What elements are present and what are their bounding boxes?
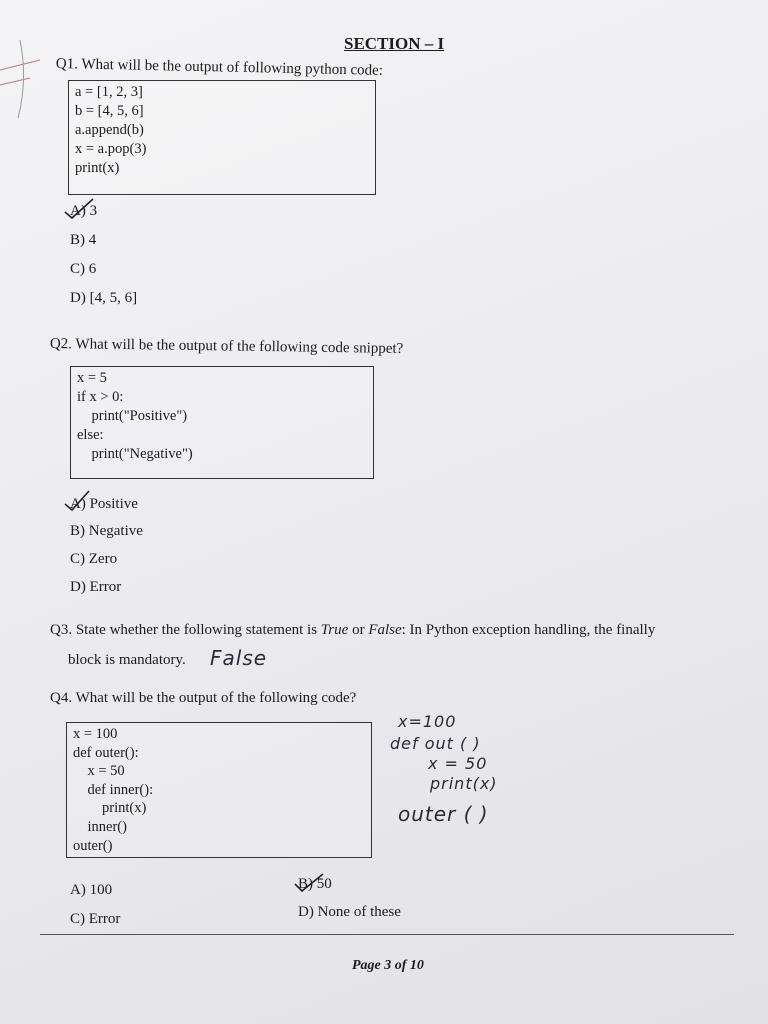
question-4 [50, 690, 356, 707]
option-letter: C) [70, 911, 85, 927]
code-line: print("Positive") [77, 408, 188, 424]
option-text: Positive [89, 496, 138, 512]
false-word: False [368, 622, 402, 638]
option-letter: B) [298, 876, 313, 892]
option-letter: C) [70, 261, 85, 277]
code-line: b = [4, 5, 6] [75, 103, 144, 119]
handwritten-note: print(x) [430, 774, 498, 793]
option-d [70, 579, 121, 596]
option-letter: B) [70, 232, 85, 248]
question-1 [56, 56, 383, 80]
question-text: What will be the output of following python code: [81, 56, 384, 79]
or-word: or [348, 622, 369, 638]
question-text-cont: : In Python exception handling, the finally [401, 622, 656, 638]
code-line: if x > 0: [77, 389, 124, 405]
page-number: Page 3 of 10 [352, 958, 424, 973]
option-a [70, 882, 112, 899]
option-c [70, 911, 120, 928]
question-3 [50, 622, 655, 639]
option-text: None of these [317, 904, 401, 920]
question-text: What will be the output of the following code snippet? [75, 336, 404, 357]
option-text: Error [88, 911, 121, 927]
code-line: print("Negative") [77, 446, 193, 462]
code-line: x = 5 [77, 370, 107, 386]
handwritten-note: x = 50 [428, 754, 488, 773]
question-label: Q1. [55, 56, 79, 73]
tick-mark-icon [62, 196, 96, 222]
section-title: SECTION – I [344, 34, 445, 53]
code-line: inner() [73, 818, 127, 835]
code-line: print(x) [75, 160, 120, 176]
handwritten-note: x=100 [398, 712, 457, 731]
question-label: Q4. [50, 690, 73, 706]
footer-divider [40, 934, 734, 935]
code-line: a.append(b) [75, 122, 144, 138]
tick-mark-icon [292, 870, 326, 896]
code-line: a = [1, 2, 3] [75, 84, 143, 100]
code-line: x = 100 [73, 726, 118, 742]
code-block-q4 [66, 722, 372, 858]
option-text: [4, 5, 6] [89, 290, 138, 306]
option-text: 100 [89, 882, 113, 898]
question-label: Q2. [49, 336, 73, 353]
question-3-line2: block is mandatory. [68, 652, 186, 668]
option-letter: C) [70, 551, 85, 567]
question-text: What will be the output of the following code? [75, 690, 357, 706]
question-text: State whether the following statement is [75, 622, 321, 638]
option-text: Negative [88, 523, 143, 539]
option-c [70, 261, 96, 278]
option-text: 6 [88, 261, 97, 277]
code-line: x = a.pop(3) [75, 141, 147, 157]
handwritten-answer: False [210, 646, 268, 670]
tick-mark-icon [62, 488, 92, 514]
option-text: 4 [88, 232, 97, 248]
handwritten-note: outer ( ) [398, 802, 489, 826]
option-letter: B) [70, 523, 85, 539]
option-letter: A) [70, 496, 86, 512]
option-d [70, 290, 137, 307]
option-text: 50 [316, 876, 332, 892]
option-text: Zero [88, 551, 118, 567]
question-2 [50, 336, 404, 358]
option-c [70, 551, 117, 568]
code-line: outer() [73, 837, 113, 854]
question-label: Q3. [50, 622, 73, 638]
code-block-q2 [70, 366, 374, 479]
code-line: else: [77, 427, 104, 443]
option-letter: D) [70, 579, 86, 595]
paper-edge-mark [0, 40, 60, 120]
true-word: True [320, 622, 349, 638]
option-letter: A) [70, 203, 86, 219]
code-line: def outer(): [73, 744, 139, 761]
option-letter: D) [70, 290, 86, 306]
option-text: Error [89, 579, 122, 595]
option-letter: A) [70, 882, 86, 898]
code-line: print(x) [73, 800, 147, 817]
option-text: 3 [89, 203, 98, 219]
option-b [70, 523, 143, 540]
code-line: def inner(): [73, 781, 154, 798]
code-line: x = 50 [73, 763, 125, 780]
code-block-q1 [68, 80, 376, 195]
option-b [70, 232, 96, 249]
handwritten-note: def out ( ) [390, 734, 481, 753]
option-letter: D) [298, 904, 314, 920]
option-d [298, 904, 401, 921]
